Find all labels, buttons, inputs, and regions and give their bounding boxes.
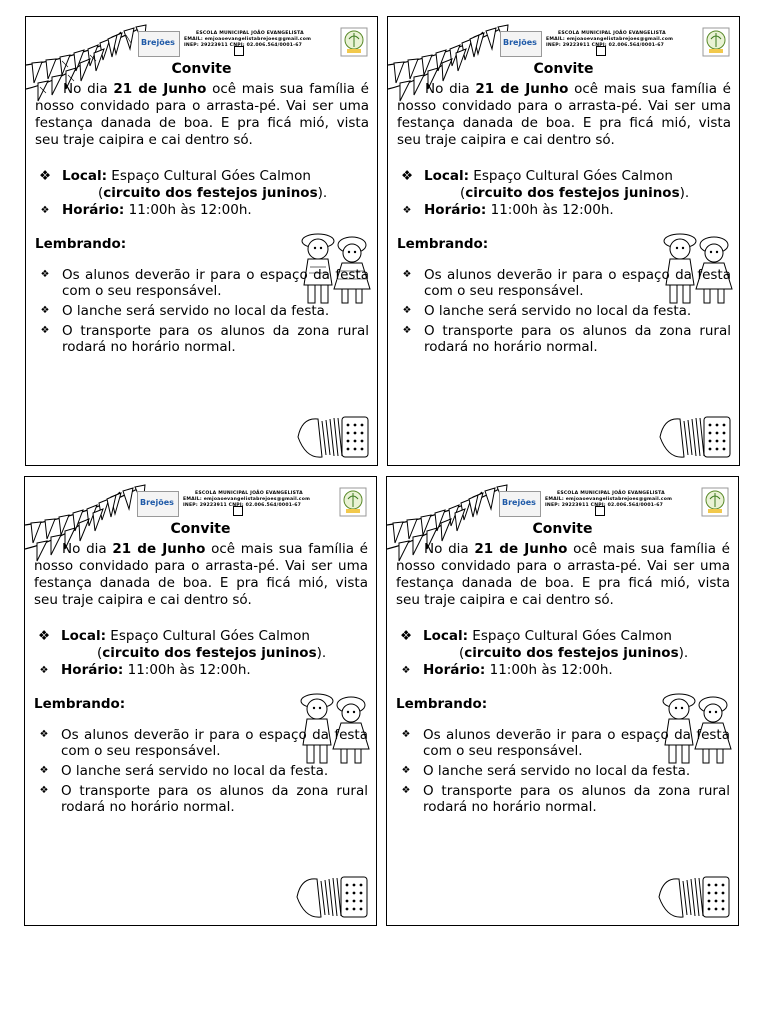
local-label: Local: (423, 628, 469, 644)
note-text: O transporte para os alunos da zona rural rodará no horário normal. (423, 783, 730, 815)
event-details (397, 168, 731, 219)
note-item (34, 727, 368, 759)
invitation-text (396, 541, 730, 609)
local-label: Local: (62, 168, 108, 184)
local-value: Espaço Cultural Góes Calmon (107, 168, 311, 184)
local-paren-close: ). (316, 645, 327, 661)
note-text: Os alunos deverão ir para o espaço da festa com o seu responsável. (62, 267, 369, 299)
intro-date: 21 de Junho (475, 81, 569, 97)
intro-part2: ocê mais sua família é nosso convidado para o arrasta-pé. Vai ser uma festança danada de boa. E pra ficá mió, vista seu traje caipira e cai dentro só. (397, 81, 731, 148)
note-text: O transporte para os alunos da zona rural rodará no horário normal. (424, 323, 731, 355)
local-label: Local: (61, 628, 107, 644)
intro-part2: ocê mais sua família é nosso convidado para o arrasta-pé. Vai ser uma festança danada de boa. E pra ficá mió, vista seu traje caipira e cai dentro só. (396, 541, 730, 608)
horario-value: 11:00h às 12:00h. (124, 202, 252, 218)
bullet-icon: ❖ (401, 765, 411, 776)
school-name: ESCOLA MUNICIPAL JOÃO EVANGELISTA (557, 491, 665, 496)
bullet-icon: ❖ (40, 269, 50, 280)
invitation-card-3 (24, 476, 377, 926)
note-item (396, 727, 730, 759)
intro-part1: No dia (424, 541, 475, 557)
event-details (35, 168, 369, 219)
invitation-title: Convite (170, 521, 231, 537)
invitation-card-1 (25, 16, 378, 466)
school-name: ESCOLA MUNICIPAL JOÃO EVANGELISTA (196, 31, 304, 36)
note-item (35, 323, 369, 355)
bullet-icon: ❖ (402, 269, 412, 280)
bullet-icon: ❖ (402, 325, 412, 336)
note-item (397, 323, 731, 355)
header-logos (499, 487, 735, 523)
note-item (34, 783, 368, 815)
school-seal-icon (702, 27, 730, 57)
local-paren-close: ). (317, 185, 328, 201)
reminder-notes (34, 727, 368, 819)
school-seal-icon (701, 487, 729, 517)
note-text: O transporte para os alunos da zona rural rodará no horário normal. (62, 323, 369, 355)
local-row (396, 628, 730, 662)
intro-part1: No dia (425, 81, 476, 97)
local-value: Espaço Cultural Góes Calmon (106, 628, 310, 644)
horario-row (34, 662, 368, 679)
local-paren-close: ). (678, 645, 689, 661)
horario-row (35, 202, 369, 219)
school-seal-icon (339, 487, 367, 517)
logo-text: Brejões (503, 38, 537, 47)
intro-part1: No dia (62, 541, 113, 557)
bullet-icon: ❖ (37, 628, 51, 644)
bullet-icon: ❖ (39, 765, 49, 776)
local-paren-open: ( (97, 645, 103, 661)
school-header-info (184, 31, 334, 49)
invitation-card-4 (386, 476, 739, 926)
municipality-logo (500, 31, 542, 57)
intro-date: 21 de Junho (113, 81, 207, 97)
school-email: EMAIL: emjoaoevangelistabrejoes@gmail.com (184, 37, 312, 42)
bullet-icon: ❖ (401, 665, 411, 676)
school-inep: INEP: 29223911 CNPJ: 02.006.564/0001-67 (183, 503, 302, 508)
horario-row (397, 202, 731, 219)
local-paren-open: ( (459, 645, 465, 661)
note-text: Os alunos deverão ir para o espaço da festa com o seu responsável. (424, 267, 731, 299)
note-item (397, 267, 731, 299)
qr-code-icon (596, 46, 606, 56)
school-inep: INEP: 29223911 CNPJ: 02.006.564/0001-67 (546, 43, 665, 48)
local-label: Local: (424, 168, 470, 184)
municipality-logo (137, 491, 179, 517)
municipality-logo (138, 31, 180, 57)
horario-label: Horário: (423, 662, 486, 678)
intro-date: 21 de Junho (112, 541, 206, 557)
local-detail: circuito dos festejos juninos (465, 185, 680, 201)
qr-code-icon (234, 46, 244, 56)
reminder-title: Lembrando: (396, 696, 488, 712)
note-text: Os alunos deverão ir para o espaço da festa com o seu responsável. (61, 727, 368, 759)
bullet-icon: ❖ (39, 729, 49, 740)
accordion-icon (292, 407, 376, 465)
bullet-icon: ❖ (401, 785, 411, 796)
school-header-info (545, 491, 695, 509)
invitation-title: Convite (532, 521, 593, 537)
local-detail: circuito dos festejos juninos (464, 645, 679, 661)
local-paren-open: ( (98, 185, 104, 201)
local-row (34, 628, 368, 662)
municipality-logo (499, 491, 541, 517)
horario-value: 11:00h às 12:00h. (486, 202, 614, 218)
note-item (397, 303, 731, 319)
reminder-notes (396, 727, 730, 819)
horario-label: Horário: (424, 202, 487, 218)
local-detail: circuito dos festejos juninos (103, 185, 318, 201)
invitation-title: Convite (533, 61, 594, 77)
school-header-info (546, 31, 696, 49)
local-paren-close: ). (679, 185, 690, 201)
invitation-text (35, 81, 369, 149)
bullet-icon: ❖ (39, 665, 49, 676)
note-text: O lanche será servido no local da festa. (423, 763, 691, 779)
school-seal-icon (340, 27, 368, 57)
horario-row (396, 662, 730, 679)
event-details (396, 628, 730, 679)
local-row (35, 168, 369, 202)
note-text: O lanche será servido no local da festa. (62, 303, 330, 319)
bullet-icon: ❖ (399, 628, 413, 644)
logo-text: Brejões (502, 498, 536, 507)
reminder-notes (35, 267, 369, 359)
school-email: EMAIL: emjoaoevangelistabrejoes@gmail.com (545, 497, 673, 502)
school-header-info (183, 491, 333, 509)
bullet-icon: ❖ (40, 305, 50, 316)
horario-value: 11:00h às 12:00h. (123, 662, 251, 678)
logo-text: Brejões (140, 498, 174, 507)
local-paren-open: ( (460, 185, 466, 201)
qr-code-icon (595, 506, 605, 516)
invitation-text (34, 541, 368, 609)
accordion-icon (653, 867, 737, 925)
accordion-icon (291, 867, 375, 925)
bullet-icon: ❖ (401, 729, 411, 740)
bullet-icon: ❖ (400, 168, 414, 184)
reminder-title: Lembrando: (34, 696, 126, 712)
school-name: ESCOLA MUNICIPAL JOÃO EVANGELISTA (558, 31, 666, 36)
reminder-notes (397, 267, 731, 359)
bullet-icon: ❖ (39, 785, 49, 796)
bullet-icon: ❖ (402, 205, 412, 216)
bullet-icon: ❖ (402, 305, 412, 316)
school-email: EMAIL: emjoaoevangelistabrejoes@gmail.com (183, 497, 311, 502)
local-value: Espaço Cultural Góes Calmon (469, 168, 673, 184)
school-inep: INEP: 29223911 CNPJ: 02.006.564/0001-67 (184, 43, 303, 48)
school-name: ESCOLA MUNICIPAL JOÃO EVANGELISTA (195, 491, 303, 496)
intro-part2: ocê mais sua família é nosso convidado para o arrasta-pé. Vai ser uma festança danada de boa. E pra ficá mió, vista seu traje caipira e cai dentro só. (35, 81, 369, 148)
local-value: Espaço Cultural Góes Calmon (468, 628, 672, 644)
qr-code-icon (233, 506, 243, 516)
bullet-icon: ❖ (38, 168, 52, 184)
note-item (396, 783, 730, 815)
reminder-title: Lembrando: (35, 236, 127, 252)
header-logos (137, 487, 373, 523)
horario-label: Horário: (62, 202, 125, 218)
school-email: EMAIL: emjoaoevangelistabrejoes@gmail.com (546, 37, 674, 42)
bullet-icon: ❖ (40, 205, 50, 216)
horario-label: Horário: (61, 662, 124, 678)
note-item (35, 267, 369, 299)
note-text: O lanche será servido no local da festa. (424, 303, 692, 319)
note-item (35, 303, 369, 319)
header-logos (500, 27, 736, 63)
logo-text: Brejões (141, 38, 175, 47)
event-details (34, 628, 368, 679)
accordion-icon (654, 407, 738, 465)
reminder-title: Lembrando: (397, 236, 489, 252)
note-text: Os alunos deverão ir para o espaço da festa com o seu responsável. (423, 727, 730, 759)
intro-date: 21 de Junho (474, 541, 568, 557)
invitation-title: Convite (171, 61, 232, 77)
note-text: O lanche será servido no local da festa. (61, 763, 329, 779)
bullet-icon: ❖ (40, 325, 50, 336)
horario-value: 11:00h às 12:00h. (485, 662, 613, 678)
note-text: O transporte para os alunos da zona rural rodará no horário normal. (61, 783, 368, 815)
note-item (34, 763, 368, 779)
local-row (397, 168, 731, 202)
note-item (396, 763, 730, 779)
local-detail: circuito dos festejos juninos (102, 645, 317, 661)
header-logos (138, 27, 374, 63)
intro-part2: ocê mais sua família é nosso convidado para o arrasta-pé. Vai ser uma festança danada de boa. E pra ficá mió, vista seu traje caipira e cai dentro só. (34, 541, 368, 608)
invitation-text (397, 81, 731, 149)
intro-part1: No dia (63, 81, 114, 97)
school-inep: INEP: 29223911 CNPJ: 02.006.564/0001-67 (545, 503, 664, 508)
invitation-card-2 (387, 16, 740, 466)
